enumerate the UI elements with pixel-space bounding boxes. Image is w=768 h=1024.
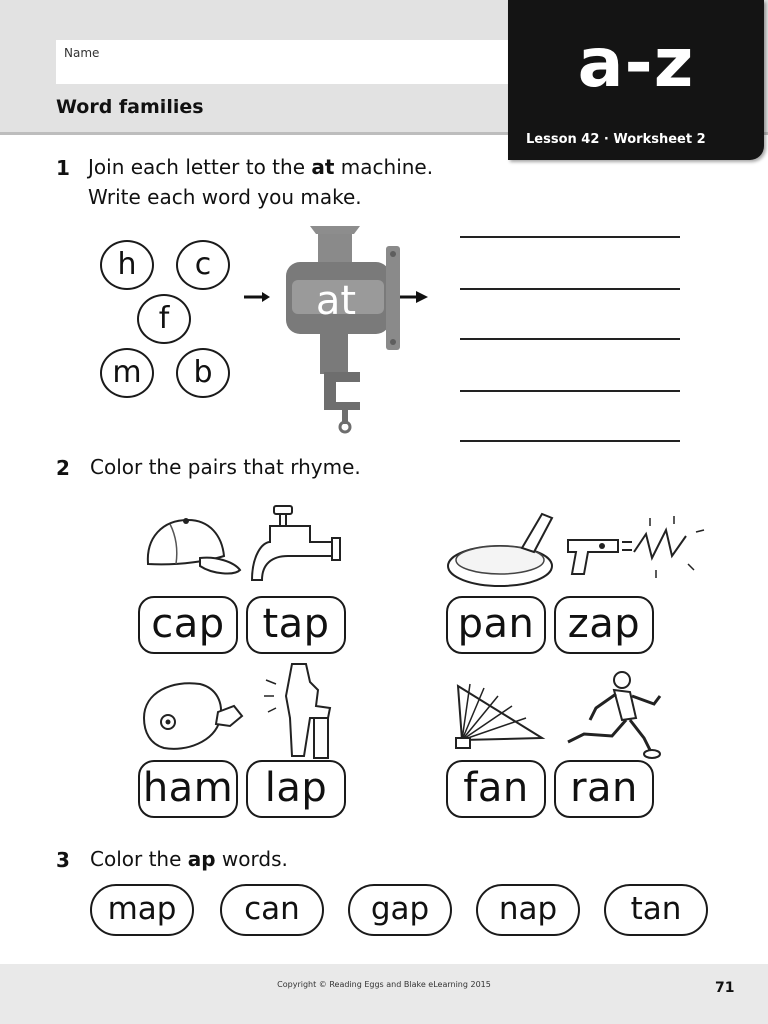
answer-line-3[interactable] xyxy=(460,338,680,340)
rhyme-word-ham[interactable]: ham xyxy=(138,760,238,818)
rhyme-word-tap[interactable]: tap xyxy=(246,596,346,654)
answer-line-1[interactable] xyxy=(460,236,680,238)
zap-gun-icon xyxy=(562,512,708,592)
hopper-top xyxy=(310,226,360,234)
rhyme-word-pan[interactable]: pan xyxy=(446,596,546,654)
tap-icon xyxy=(248,498,344,590)
q3-text-post: words. xyxy=(215,847,288,871)
badge-title: a-z xyxy=(577,24,695,103)
runner-icon xyxy=(556,668,668,760)
q1-text-post: machine. xyxy=(334,155,434,179)
q1-text-bold: at xyxy=(311,155,335,179)
name-label: Name xyxy=(64,46,100,60)
footer-band xyxy=(0,964,768,1024)
q3-text-bold: ap xyxy=(187,847,216,871)
q2-instruction: Color the pairs that rhyme. xyxy=(90,455,361,479)
ap-word-nap[interactable]: nap xyxy=(476,884,580,936)
q1-text-line2: Write each word you make. xyxy=(88,185,362,209)
q3-number: 3 xyxy=(56,848,70,872)
machine-neck xyxy=(320,334,348,374)
section-title: Word families xyxy=(56,96,204,118)
rhyme-word-fan[interactable]: fan xyxy=(446,760,546,818)
q1-instruction xyxy=(88,152,433,212)
ap-word-map[interactable]: map xyxy=(90,884,194,936)
machine-clamp xyxy=(324,372,360,410)
copyright-text: Copyright © Reading Eggs and Blake eLearning 2015 xyxy=(277,980,491,989)
cap-icon xyxy=(140,508,244,584)
letter-circle-f[interactable]: f xyxy=(137,294,191,344)
q1-number: 1 xyxy=(56,156,70,180)
q3-instruction xyxy=(90,844,288,874)
q2-number: 2 xyxy=(56,456,70,480)
clamp-handle xyxy=(340,422,350,432)
machine-output-arrow xyxy=(416,291,428,303)
ap-word-tan[interactable]: tan xyxy=(604,884,708,936)
answer-line-5[interactable] xyxy=(460,440,680,442)
badge-subtitle: Lesson 42 · Worksheet 2 xyxy=(526,132,706,147)
at-machine-graphic xyxy=(240,222,440,434)
letter-circle-m[interactable]: m xyxy=(100,348,154,398)
rhyme-word-zap[interactable]: zap xyxy=(554,596,654,654)
rhyme-word-ran[interactable]: ran xyxy=(554,760,654,818)
machine-plate xyxy=(386,246,400,350)
rhyme-word-lap[interactable]: lap xyxy=(246,760,346,818)
ham-icon xyxy=(136,676,248,758)
answer-line-4[interactable] xyxy=(460,390,680,392)
fan-icon xyxy=(452,676,548,756)
q1-text-pre: Join each letter to the xyxy=(88,155,312,179)
plate-bolt xyxy=(390,339,396,345)
pan-icon xyxy=(444,506,558,590)
plate-bolt xyxy=(390,251,396,257)
name-field[interactable] xyxy=(56,40,512,84)
letter-circle-h[interactable]: h xyxy=(100,240,154,290)
lesson-badge xyxy=(508,0,764,160)
page-number: 71 xyxy=(715,980,735,996)
machine-label: at xyxy=(315,278,357,324)
q3-text-pre: Color the xyxy=(90,847,188,871)
letter-circle-c[interactable]: c xyxy=(176,240,230,290)
ap-word-gap[interactable]: gap xyxy=(348,884,452,936)
ap-word-can[interactable]: can xyxy=(220,884,324,936)
answer-line-2[interactable] xyxy=(460,288,680,290)
lap-icon xyxy=(258,660,348,760)
letter-circle-b[interactable]: b xyxy=(176,348,230,398)
rhyme-word-cap[interactable]: cap xyxy=(138,596,238,654)
